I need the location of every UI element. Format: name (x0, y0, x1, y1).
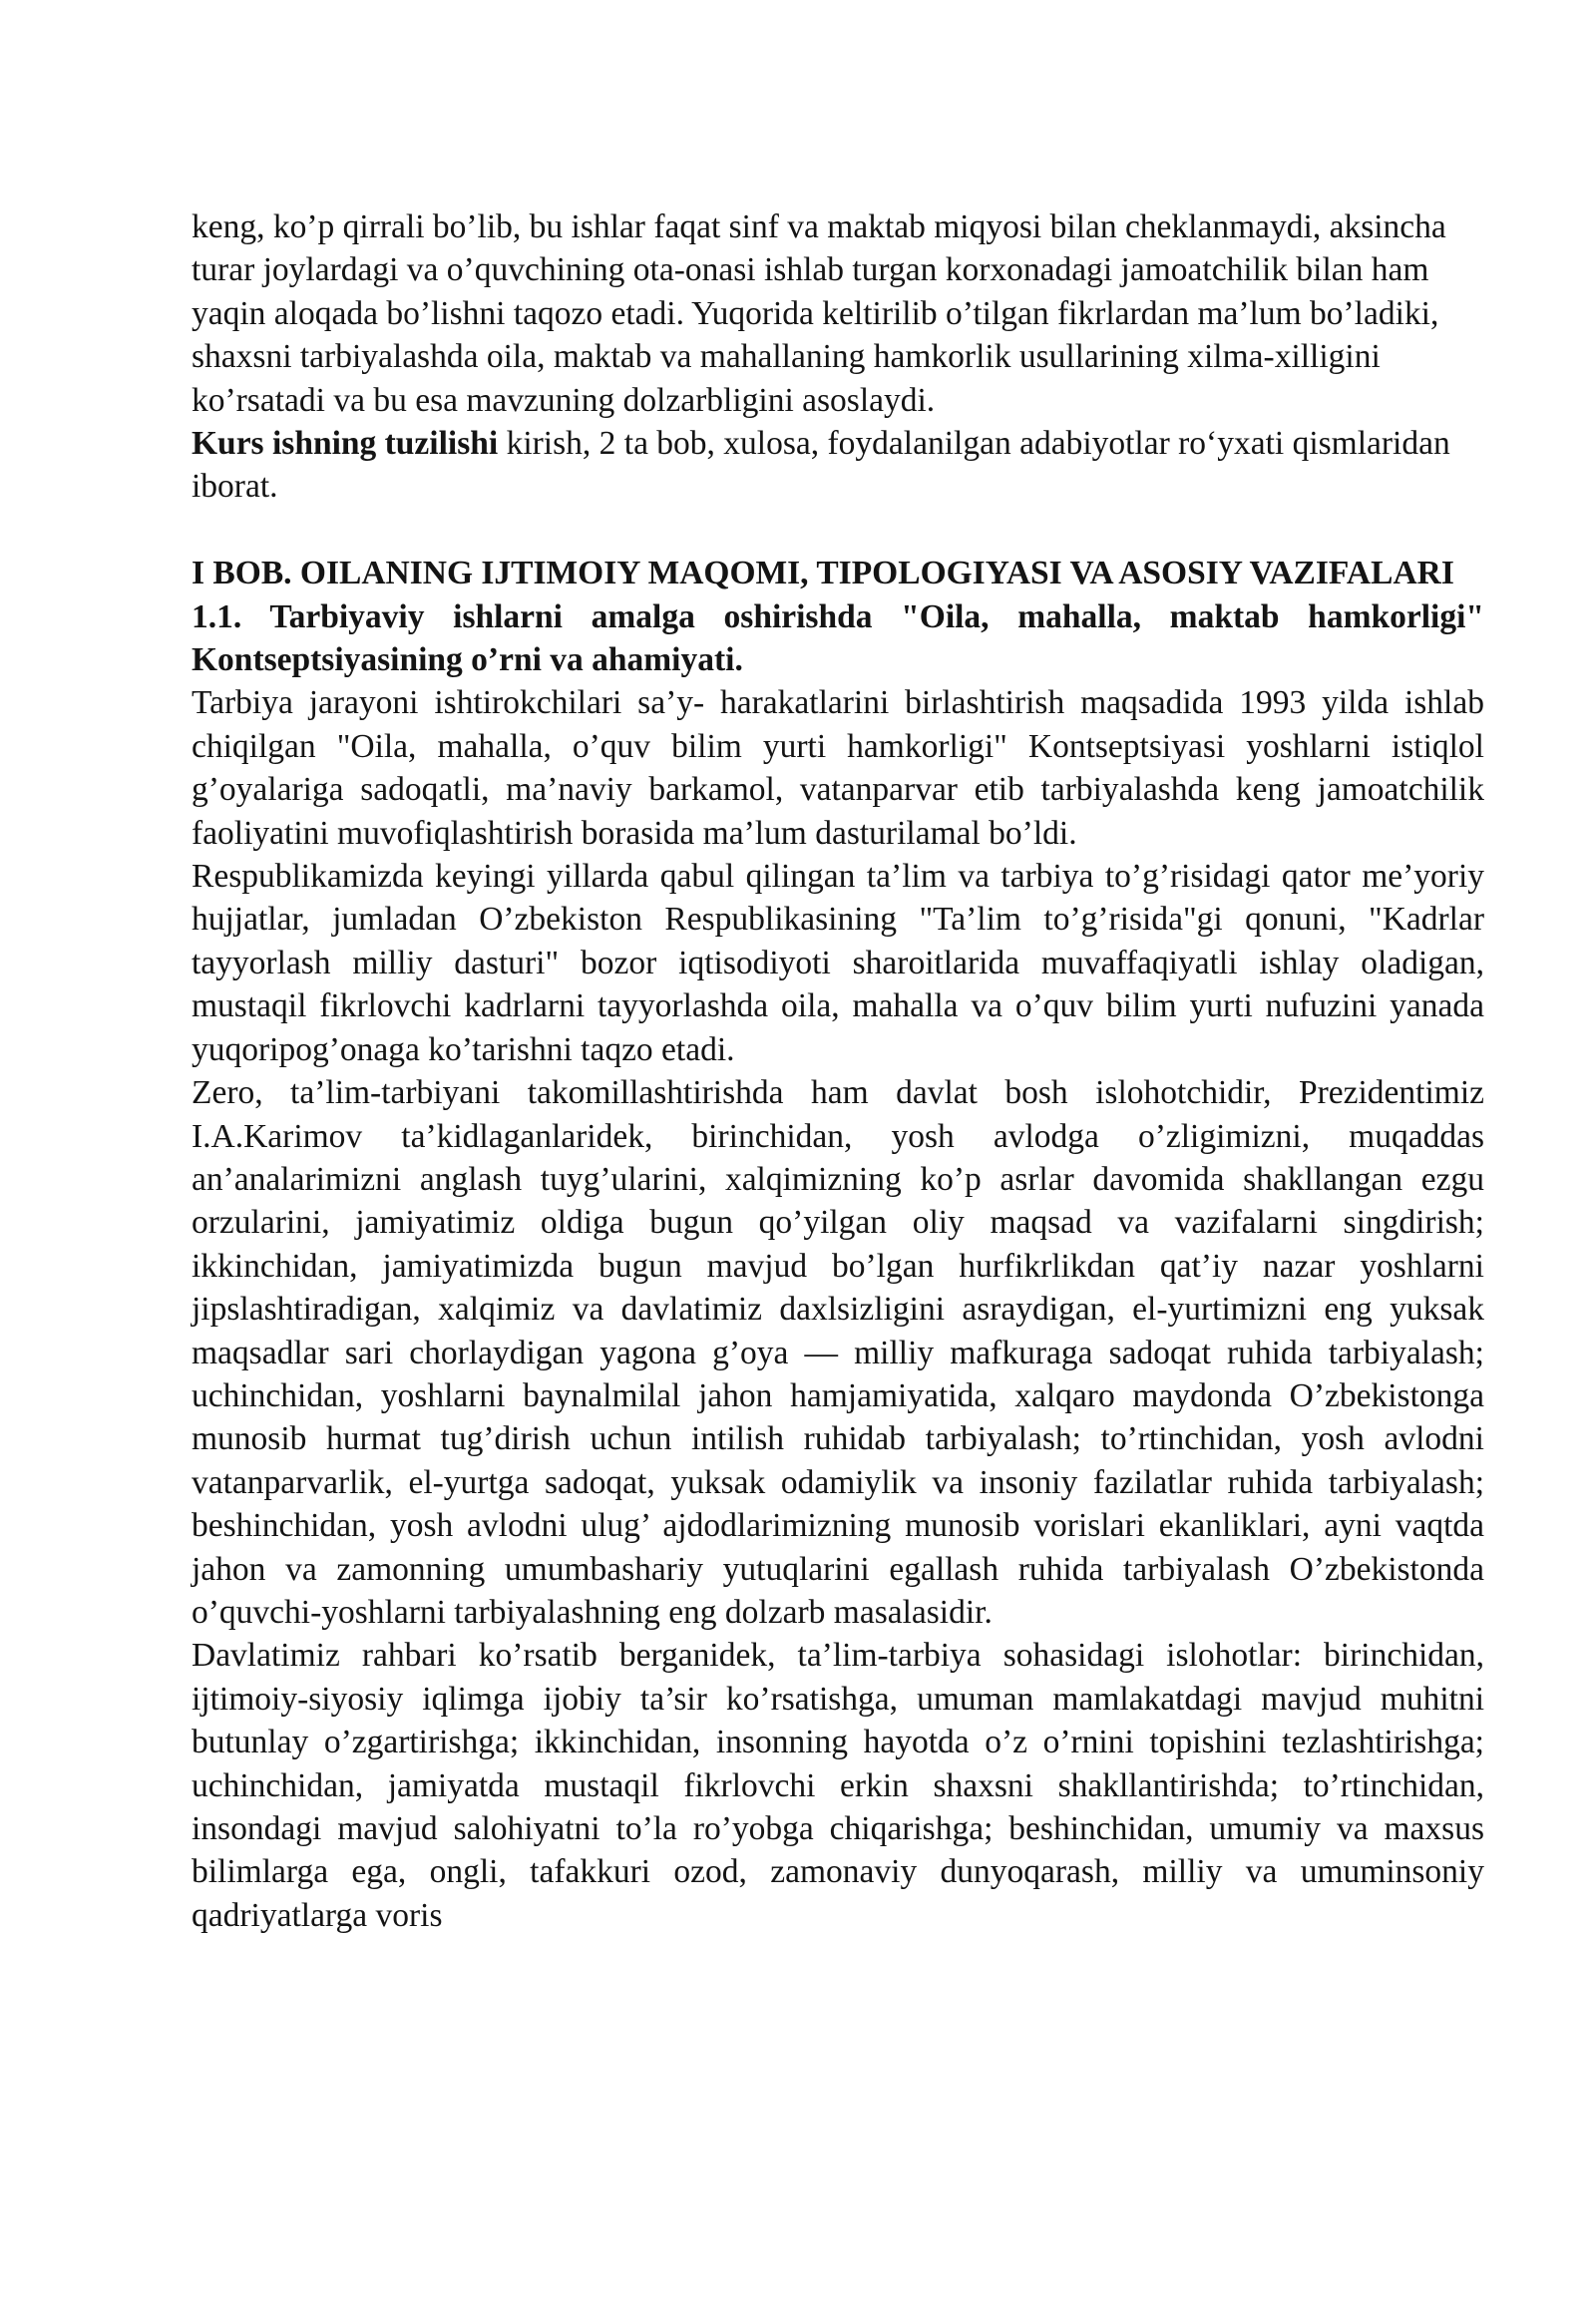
blank-line (192, 509, 1484, 552)
structure-text: kirish, 2 ta bob, xulosa, foydalanilgan adabiyotlar ro‘yxati qismlaridan iborat. (192, 425, 1450, 506)
body-paragraph-2: Respublikamizda keyingi yillarda qabul qilingan ta’lim va tarbiya to’g’risidagi qator me’yoriy hujjatlar, jumladan O’zbekiston Respublikasining "Ta’lim to’g’risida"gi qonuni, "Kadrlar tayyorlash milliy dasturi" bozor iqtisodiyoti sharoitlarida muvaffaqiyatli ishlay oladigan, mustaqil fikrlovchi kadrlarni tayyorlashda oila, mahalla va o’quv bilim yurti nufuzini yanada yuqoripog’onaga ko’tarishni taqzo etadi. (192, 858, 1484, 1068)
structure-label: Kurs ishning tuzilishi (192, 425, 499, 463)
intro-paragraph: keng, ko’p qirrali bo’lib, bu ishlar faqat sinf va maktab miqyosi bilan cheklanmaydi, aksincha turar joylardagi va o’quvchining ota-onasi ishlab turgan korxonadagi jamoatchilik bilan ham yaqin aloqada bo’lishni taqozo etadi. Yuqorida keltirilib o’tilgan fikrlardan ma’lum bo’ladiki, shaxsni tarbiyalashda oila, maktab va mahallaning hamkorlik usullarining xilma-xilligini ko’rsatadi va bu esa mavzuning dolzarbligini asoslaydi. (192, 208, 1446, 419)
structure-paragraph (192, 422, 1484, 509)
document-page (192, 205, 1484, 1937)
body-paragraph-1: Tarbiya jarayoni ishtirokchilari sa’y- harakatlarini birlashtirish maqsadida 1993 yilda ishlab chiqilgan "Oila, mahalla, o’quv bilim yurti hamkorligi" Kontseptsiyasi yoshlarni istiqlol g’oyalariga sadoqatli, ma’naviy barkamol, vatanparvar etib tarbiyalashda keng jamoatchilik faoliyatini muvofiqlashtirish borasida ma’lum dasturilamal bo’ldi. (192, 684, 1484, 852)
chapter-heading: I BOB. OILANING IJTIMOIY MAQOMI, TIPOLOGIYASI VA ASOSIY VAZIFALARI (192, 555, 1454, 592)
body-paragraph-4: Davlatimiz rahbari ko’rsatib berganidek, ta’lim-tarbiya sohasidagi islohotlar: birinchidan, ijtimoiy-siyosiy iqlimga ijobiy ta’sir ko’rsatishga, umuman mamlakatdagi mavjud muhitni butunlay o’zgartirishga; ikkinchidan, insonning hayotda o’z o’rnini topishini tezlashtirishga; uchinchidan, jamiyatda mustaqil fikrlovchi erkin shaxsni shakllantirishda; to’rtinchidan, insondagi mavjud salohiyatni to’la ro’yobga chiqarishga; beshinchidan, umumiy va maxsus bilimlarga ega, ongli, tafakkuri ozod, zamonaviy dunyoqarash, milliy va umuminsoniy qadriyatlarga voris (192, 1637, 1484, 1934)
body-paragraph-3: Zero, ta’lim-tarbiyani takomillashtirishda ham davlat bosh islohotchidir, Prezidentimiz I.A.Karimov ta’kidlaganlaridek, birinchidan, yosh avlodga o’zligimizni, muqaddas an’analarimizni anglash tuyg’ularini, xalqimizning ko’p asrlar davomida shakllangan ezgu orzularini, jamiyatimiz oldiga bugun qo’yilgan oliy maqsad va vazifalarni singdirish; ikkinchidan, jamiyatimizda bugun mavjud bo’lgan hurfikrlikdan qat’iy nazar yoshlarni jipslashtiradigan, xalqimiz va davlatimiz daxlsizligini asraydigan, el-yurtimizni eng yuksak maqsadlar sari chorlaydigan yagona g’oya — milliy mafkuraga sadoqat ruhida tarbiyalash; uchinchidan, yoshlarni baynalmilal jahon hamjamiyatida, xalqaro maydonda O’zbekistonga munosib hurmat tug’dirish uchun intilish ruhidab tarbiyalash; to’rtinchidan, yosh avlodni vatanparvarlik, el-yurtga sadoqat, yuksak odamiylik va insoniy fazilatlar ruhida tarbiyalash; beshinchidan, yosh avlodni ulug’ ajdodlarimizning munosib vorislari ekanliklari, ayni vaqtda jahon va zamonning umumbashariy yutuqlarini egallash ruhida tarbiyalash O’zbekistonda o’quvchi-yoshlarni tarbiyalashning eng dolzarb masalasidir. (192, 1074, 1484, 1631)
section-heading: 1.1. Tarbiyaviy ishlarni amalga oshirishda "Oila, mahalla, maktab hamkorligi" Kontseptsiyasining o’rni va ahamiyati. (192, 597, 1484, 679)
